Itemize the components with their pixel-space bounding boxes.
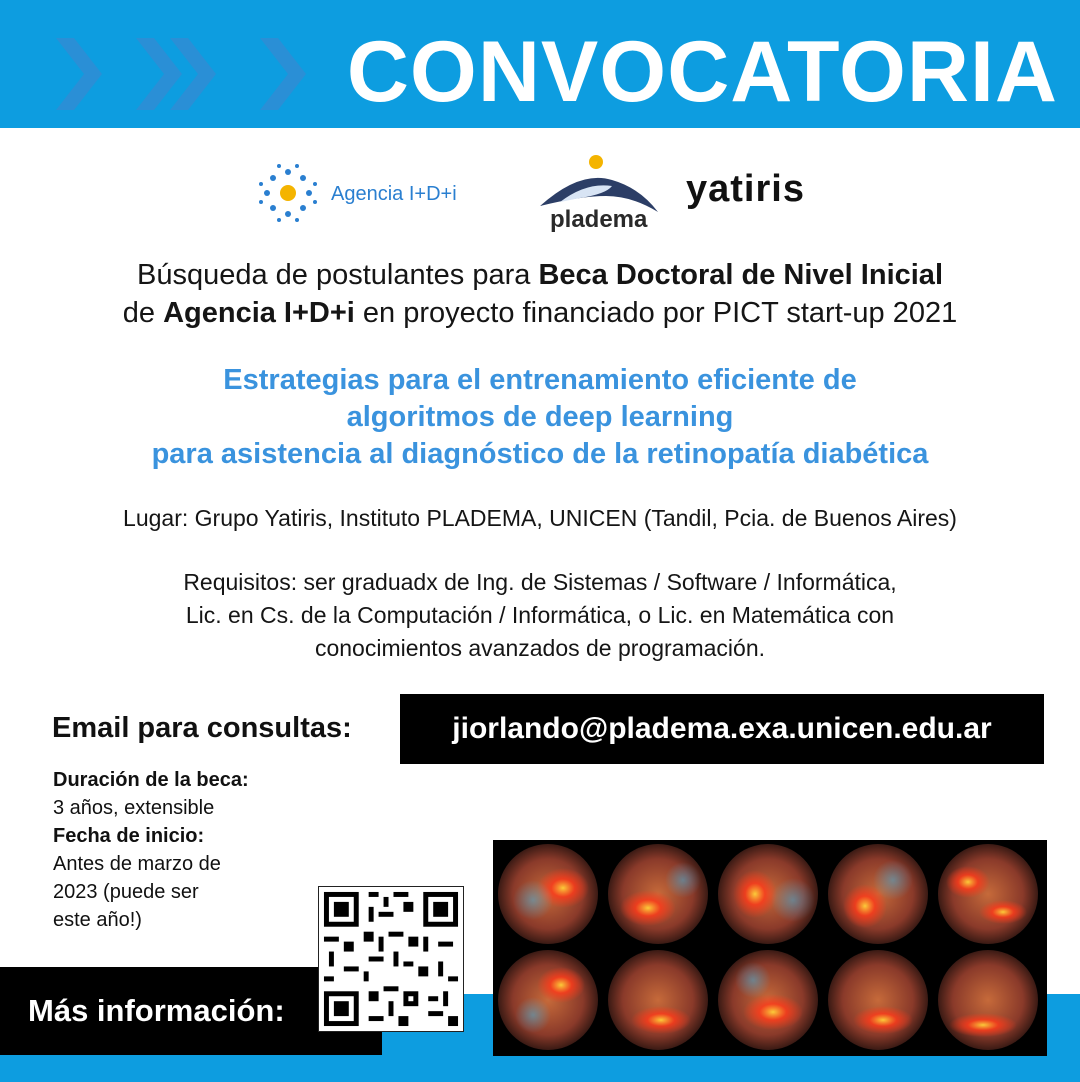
intro-line2-post: en proyecto financiado por PICT start-up 2021 <box>354 297 958 329</box>
pladema-logo <box>540 150 660 212</box>
email-address[interactable]: jiorlando@pladema.exa.unicen.edu.ar <box>400 694 1044 764</box>
duracion-label: Duración de la beca: <box>53 769 249 791</box>
project-line1: Estrategias para el entrenamiento eficiente de <box>223 364 857 396</box>
intro-text <box>0 256 1080 332</box>
chevron-icon <box>56 38 102 110</box>
project-line2: algoritmos de deep learning <box>346 401 734 433</box>
chevron-icon <box>260 38 306 110</box>
requisitos-line1: Requisitos: ser graduadx de Ing. de Sistemas / Software / Informática, <box>183 569 897 595</box>
qr-code[interactable] <box>318 886 464 1032</box>
project-title <box>0 362 1080 473</box>
retina-images <box>493 840 1047 1056</box>
beca-details <box>53 766 303 934</box>
inicio-value-1: Antes de marzo de <box>53 853 221 875</box>
pladema-logo-text: pladema <box>550 206 648 233</box>
retina-heatmap-grid <box>493 840 1047 1056</box>
qr-code-icon <box>319 887 463 1031</box>
chevron-icon <box>170 38 216 110</box>
project-line3: para asistencia al diagnóstico de la retinopatía diabética <box>151 438 929 470</box>
intro-line2-bold: Agencia I+D+i <box>163 297 355 329</box>
requisitos-line2: Lic. en Cs. de la Computación / Informática, o Lic. en Matemática con <box>185 602 895 628</box>
mas-info-label: Más información: <box>28 993 285 1028</box>
retina-row-bottom <box>498 950 1038 1050</box>
header-banner <box>0 0 1080 128</box>
agency-logo-text: Agencia I+D+i <box>331 183 457 205</box>
inicio-value-3: este año!) <box>53 909 142 931</box>
retina-row-top <box>498 844 1038 944</box>
email-label: Email para consultas: <box>52 712 352 744</box>
requisitos-text <box>0 566 1080 665</box>
duracion-value: 3 años, extensible <box>53 797 215 819</box>
lugar-text: Lugar: Grupo Yatiris, Instituto PLADEMA, UNICEN (Tandil, Pcia. de Buenos Aires) <box>123 505 957 531</box>
inicio-label: Fecha de inicio: <box>53 825 205 847</box>
intro-line2-pre: de <box>122 297 164 329</box>
intro-line1-bold: Beca Doctoral de Nivel Inicial <box>538 259 943 291</box>
requisitos-line3: conocimientos avanzados de programación. <box>314 635 766 661</box>
yatiris-logo-text: yatiris <box>686 168 805 210</box>
inicio-value-2: 2023 (puede ser <box>53 881 199 903</box>
agency-sun-logo <box>255 160 321 226</box>
page-title: CONVOCATORIA <box>346 24 1058 120</box>
intro-line1-pre: Búsqueda de postulantes para <box>136 259 539 291</box>
